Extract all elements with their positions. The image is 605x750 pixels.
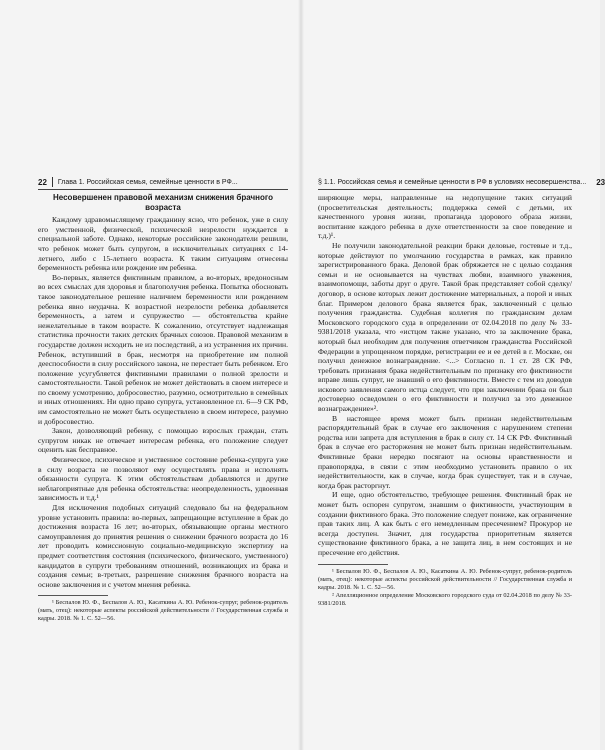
paragraph: ширяющие меры, направленные на недопущение таких ситуаций (просветительская деятельность; поддержка семей с детьми, их качественного уровня жизни, пропаганда здорового образа жизни, воспитание каждого ребенка в духе ответственности за свое поведение и т.д.)¹. xyxy=(318,193,572,241)
paragraph: Физическое, психическое и умственное состояние ребенка-супруга уже в силу возраста не позволяют ему осуществлять права и исполнять обязанности супруга. К этим обстоятельствам добавляются и другие неблагоприятные для ребенка обстоятельства: неопределенность, удвоенная зависимость и т.д.¹ xyxy=(38,455,288,503)
footnote: ² Апелляционное определение Московского городского суда от 02.04.2018 по делу № 33-9381/2018. xyxy=(318,591,572,607)
paragraph: Каждому здравомыслящему гражданину ясно, что ребенок, уже в силу его умственной, физической, психической незрелости нуждается в специальной заботе. Однако, некоторые российские законодатели решили, что ребенок может быть супругом, в исключительных ситуациях с 14-летнего, либо с 15-летнего возраста. К таким ситуациям отнесены беременность ребенка или рождение им ребенка. xyxy=(38,215,288,273)
footnote: ¹ Беспалов Ю. Ф., Беспалов А. Ю., Касаткина А. Ю. Ребенок-супруг, ребенок-родитель (мать, отец): некоторые аспекты российской действительности // Государственная служба и кадры. 2018. № 1. С. 52—56. xyxy=(38,599,288,623)
right-running-header xyxy=(318,176,605,188)
footnote-rule xyxy=(318,564,388,565)
footnote-rule xyxy=(38,595,108,596)
paragraph: Для исключения подобных ситуаций следовало бы на федеральном уровне установить правила: во-первых, запрещающие вступление в брак до достижения возраста 16 лет; во-вторых, обязывающие органы местного самоуправления до принятия решения о снижении брачного возраста до 16 лет проводить комиссионную социально-медицинскую экспертизу на предмет соответствия состояния (психического, физического, умственного) кандидатов в супруги требованиям отношений, возникающих из брака и создания семьи; в-третьих, разрешение снижения брачного возраста на основе заключения и с учетом мнения ребенка. xyxy=(38,503,288,589)
left-page xyxy=(0,0,298,750)
left-running-header xyxy=(38,176,288,188)
header-divider xyxy=(52,177,53,187)
right-header-text: § 1.1. Российская семья и семейные ценности в РФ в условиях несовершенства... xyxy=(318,178,587,186)
paragraph: Не получили законодательной реакции браки деловые, гостевые и т.д., которые действуют по умолчанию государства в рамках, как правило зарегистрированного брака. Деловой брак обряжается не с целью создания семьи и не основывается на чувствах любви, взаимного уважения, взаимопомощи, заботы друг о друге. Такой брак представляет собой сделку/договор, в основе которых лежит достижение материальных, а порой и иных благ. Примером делового брака является брак, заключенный с целью получения гражданства. Судебная коллегия по гражданским делам Московского городского суда в определении от 02.04.2018 по делу № 33-9381/2018 указала, что «истцом также указано, что за заключение брака, который был необходим для получения ответчиком гражданства Российской Федерации в упрощенном порядке, регистрации ее и ее детей в г. Москве, он получил денежное вознаграждение. <...> Согласно п. 1 ст. 28 СК РФ, требовать признания брака недействительным по признаку его фиктивности вправе лишь супруг, не знавший о его фиктивности. Вместе с тем из доводов искового заявления самого истца следует, что при заключении брака он был достоверно осведомлен о его фиктивности и получил за это денежное вознаграждение»². xyxy=(318,240,572,414)
left-header-text: Глава 1. Российская семья, семейные ценности в РФ... xyxy=(57,178,238,186)
paragraph: И еще, одно обстоятельство, требующее решения. Фиктивный брак не может быть оспорен супругом, знавшим о фиктивности, участвующим в создании фиктивного брака. Это положение следует пониже, как ограничение прав таких лиц. А как быть с его немедленным пресечением? Прокурор не всегда доступен. Значит, для государства приоритетным является существование фиктивного брака, а не защита лиц, в нем состоящих и не пресечение его действия. xyxy=(318,490,572,557)
right-body xyxy=(318,193,572,608)
right-page xyxy=(304,0,605,750)
left-page-number: 22 xyxy=(38,177,47,187)
paragraph: Закон, дозволяющий ребенку, с помощью взрослых граждан, стать супругом никак не отвечает интересам ребенка, его положение следует оценить как бесправное. xyxy=(38,426,288,455)
header-rule xyxy=(318,189,572,190)
section-title: Несовершенен правовой механизм снижения брачного возраста xyxy=(52,193,273,212)
paragraph: Во-первых, является фиктивным правилом, а во-вторых, вредоносным во всех смыслах для здоровья и благополучия ребенка. Попытка обосновать такое законодательное решение наличием беременности или рождением ребенка явно неудачна. К возрастной незрелости ребенка добавляется беременность, а затем и супружество — обстоятельства крайне нежелательные в таком возрасте. К сожалению, отсутствует надлежащая статистика прочности таких детских брачных союзов. Правовой механизм в государстве должен исходить не из последствий, а из устранения их причин. Ребенок, вступивший в брак, несмотря на приобретение им полной дееспособности в силу российского закона, не перестает быть ребенком. Его положение усугубляется фиктивными правилами о полной зрелости и самостоятельности. Такой ребенок не может действовать в своем интересе и по своему усмотрению, добросовестно, разумно, осмотрительно в семейных и иных отношениях. Ни одно право супруга, установленное гл. 6—9 СК РФ, им самостоятельно не может быть осуществлено в своем интересе, разумно и добросовестно. xyxy=(38,272,288,426)
right-page-number: 23 xyxy=(596,177,605,187)
left-body xyxy=(38,193,288,623)
header-rule xyxy=(38,189,288,190)
paragraph: В настоящее время может быть признан недействительным распорядительный брак в случае его заключения с нарушением степени родства или запрета для вступления в брак в силу ст. 14 СК РФ. Фиктивный брак в случае его расторжения не может быть признан недействительным. Фиктивные браки нередко посягают на основы нравственности и правопорядка, в связи с этим необходимо установить правило о их недействительности, как в случае, когда брак существует, так и в случае, когда брак расторгнут. xyxy=(318,413,572,490)
footnote: ¹ Беспалов Ю. Ф., Беспалов А. Ю., Касаткина А. Ю. Ребенок-супруг, ребенок-родитель (мать, отец): некоторые аспекты российской действительности // Государственная служба и кадры. 2018. № 1. С. 52—56. xyxy=(318,567,572,591)
